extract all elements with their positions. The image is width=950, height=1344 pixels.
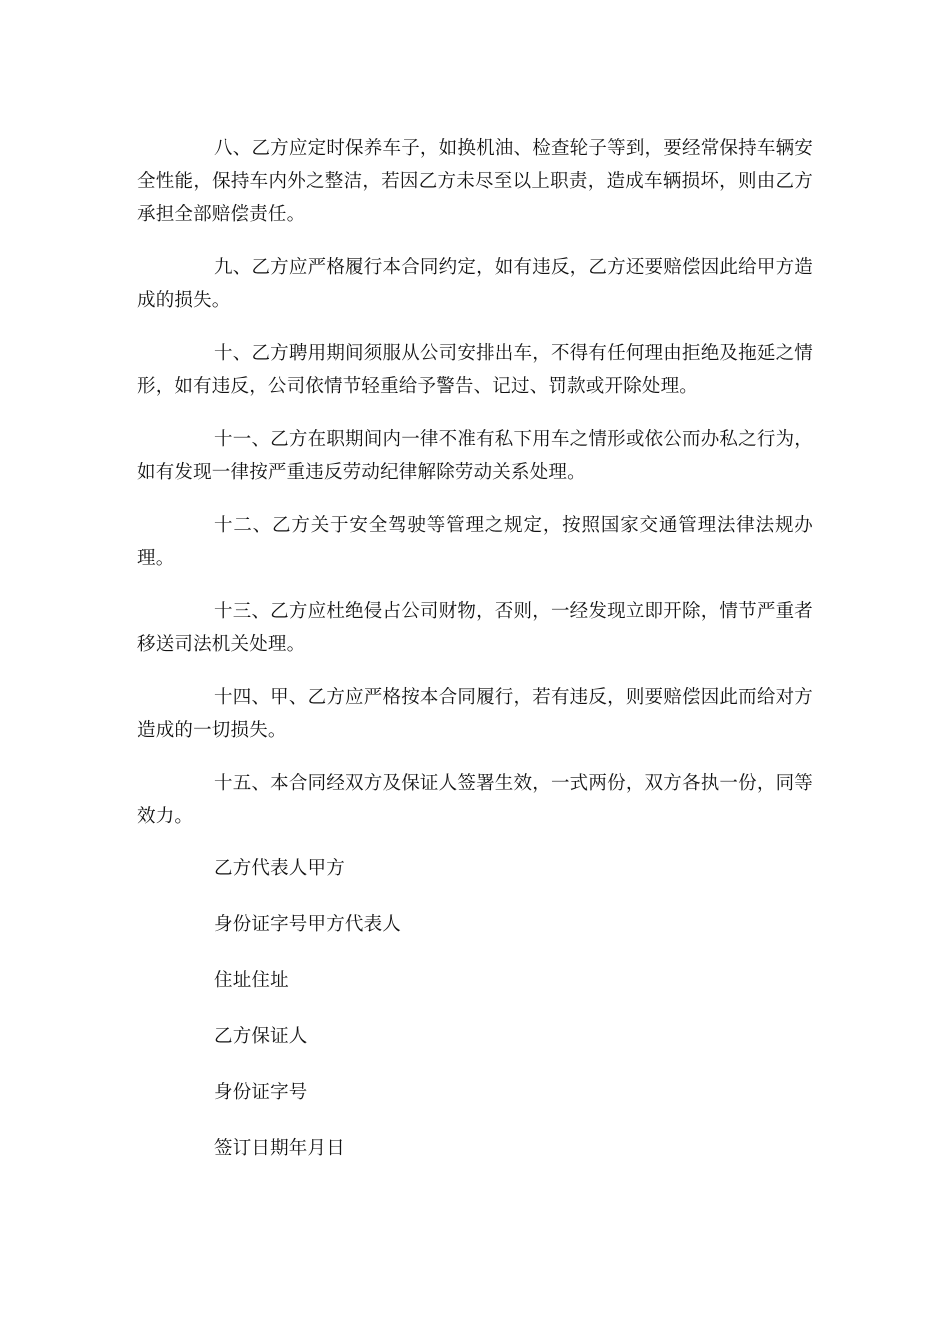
clause-15: 十五、本合同经双方及保证人签署生效，一式两份，双方各执一份，同等效力。	[137, 773, 813, 827]
signature-guarantor-id: 身份证字号	[214, 1082, 308, 1103]
signature-block	[137, 853, 813, 1165]
signature-address: 住址住址	[214, 970, 289, 991]
signature-id-number: 身份证字号甲方代表人	[214, 914, 402, 935]
clause-13: 十三、乙方应杜绝侵占公司财物，否则，一经发现立即开除，情节严重者移送司法机关处理。	[137, 601, 813, 655]
clause-10: 十、乙方聘用期间须服从公司安排出车，不得有任何理由拒绝及拖延之情形，如有违反，公司依情节轻重给予警告、记过、罚款或开除处理。	[137, 343, 813, 397]
clause-8: 八、乙方应定时保养车子，如换机油、检查轮子等到，要经常保持车辆安全性能，保持车内外之整洁，若因乙方未尽至以上职责，造成车辆损坏，则由乙方承担全部赔偿责任。	[137, 138, 813, 225]
document-page	[137, 132, 813, 1189]
clause-9: 九、乙方应严格履行本合同约定，如有违反，乙方还要赔偿因此给甲方造成的损失。	[137, 257, 813, 311]
clause-14: 十四、甲、乙方应严格按本合同履行，若有违反，则要赔偿因此而给对方造成的一切损失。	[137, 687, 813, 741]
clause-12: 十二、乙方关于安全驾驶等管理之规定，按照国家交通管理法律法规办理。	[137, 515, 813, 569]
clause-11: 十一、乙方在职期间内一律不准有私下用车之情形或依公而办私之行为，如有发现一律按严重违反劳动纪律解除劳动关系处理。	[137, 429, 813, 483]
signature-party-b-representative: 乙方代表人甲方	[214, 858, 345, 879]
signature-guarantor: 乙方保证人	[214, 1026, 308, 1047]
signature-date: 签订日期年月日	[214, 1138, 345, 1159]
